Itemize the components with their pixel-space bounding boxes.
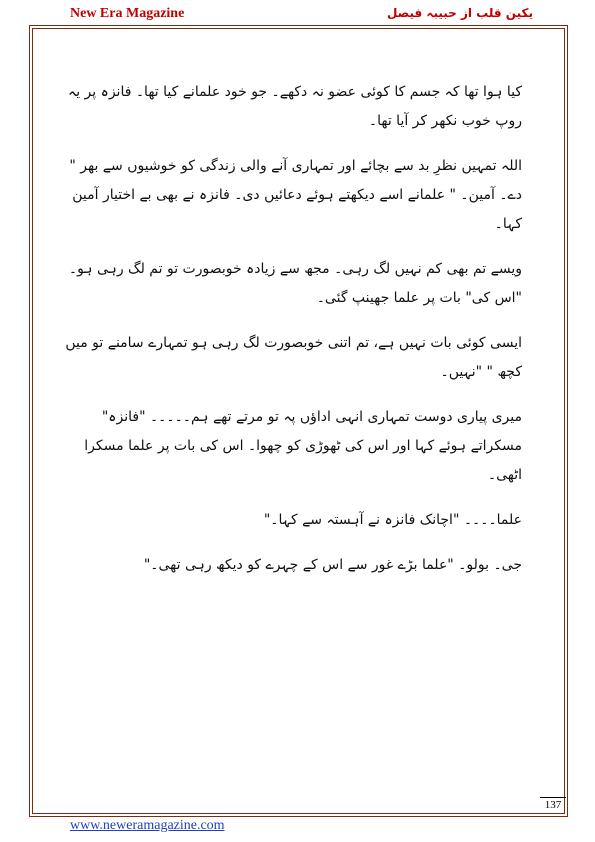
magazine-name: New Era Magazine <box>70 6 185 21</box>
paragraph: ایسی کوئی بات نہیں ہے، تم اتنی خوبصورت لگ رہی ہو تمہارے سامنے تو میں کچھ " "نہیں۔ <box>65 335 522 380</box>
paragraph: کیا ہوا تھا کہ جسم کا کوئی عضو نہ دکھے۔ جو خود علمانے کیا تھا۔ فانزہ پر یہ روپ خوب نکھر کر آیا تھا۔ <box>68 84 522 129</box>
paragraph: جی۔ بولو۔ "علما بڑے غور سے اس کے چہرے کو دیکھ رہی تھی۔" <box>143 557 522 573</box>
paragraph: ویسے تم بھی کم نہیں لگ رہی۔ مجھ سے زیادہ خوبصورت تو تم لگ رہی ہو۔ "اس کی" بات پر علما جھینپ گئی۔ <box>68 261 522 306</box>
footer-website-link[interactable]: www.neweramagazine.com <box>70 818 225 833</box>
page-number: 137 <box>540 797 566 811</box>
paragraph: علما۔۔۔۔ "اچانک فانزہ نے آہستہ سے کہا۔" <box>263 512 522 528</box>
article-body <box>52 78 522 596</box>
story-title: یکین قلب از حبیبہ فیصل <box>386 6 533 20</box>
paragraph: اللہ تمہیں نظرِ بد سے بچائے اور تمہاری آنے والی زندگی کو خوشیوں سے بھر " دے۔ آمین۔ " علمانے اسے دیکھتے ہوئے دعائیں دی۔ فانزہ نے بھی بے اختیار آمین کہا۔ <box>69 158 522 232</box>
paragraph: میری پیاری دوست تمہاری انہی اداؤں پہ تو مرتے تھے ہم۔۔۔۔۔ "فانزہ" مسکراتے ہوئے کہا اور اس کی ٹھوڑی کو چھوا۔ اس کی بات پر علما مسکرا اٹھی۔ <box>84 409 522 483</box>
